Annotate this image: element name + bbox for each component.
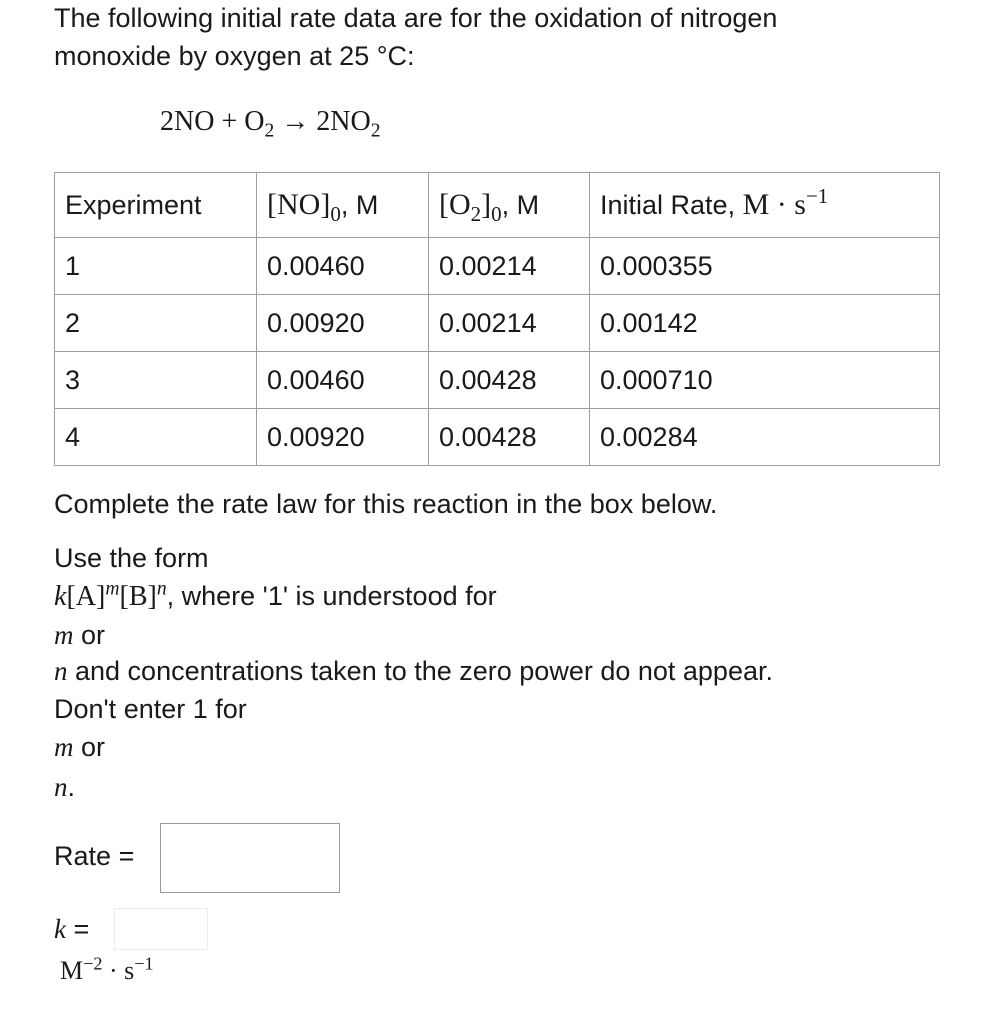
cell-o2: 0.00214 [429, 295, 590, 352]
rate-law-form: $k[A]^m[B]^n$, where '1' is understood for [54, 578, 497, 612]
table-row [55, 295, 940, 352]
dont-enter-line: Don't enter 1 for [54, 694, 247, 724]
plus-sign: + [221, 106, 238, 137]
cell-no: 0.00460 [257, 352, 429, 409]
m-or-line: m or [54, 620, 106, 650]
intro-line-2: monoxide by oxygen at 25 °C: [54, 41, 415, 71]
cell-experiment: 3 [55, 352, 257, 409]
cell-no: 0.00920 [257, 409, 429, 466]
k-input[interactable] [114, 908, 208, 950]
rate-input[interactable] [160, 823, 340, 893]
cell-o2: 0.00428 [429, 352, 590, 409]
header-o2-concentration: $[O_2]_0$, M [429, 173, 590, 238]
header-no-concentration: $[NO]_0$, M [257, 173, 429, 238]
cell-no: 0.00920 [257, 295, 429, 352]
cell-o2: 0.00428 [429, 409, 590, 466]
header-initial-rate: Initial Rate, $M \cdot s^{-1}$ [590, 173, 940, 238]
use-form-label: Use the form [54, 543, 209, 573]
n-final-line: n. [54, 772, 76, 802]
n-and-line: n and concentrations taken to the zero power do not appear. [54, 656, 773, 686]
reaction-arrow: → [281, 106, 310, 137]
header-experiment: Experiment [55, 173, 257, 238]
cell-rate: 0.000355 [590, 238, 940, 295]
cell-rate: 0.000710 [590, 352, 940, 409]
cell-o2: 0.00214 [429, 238, 590, 295]
cell-experiment: 1 [55, 238, 257, 295]
intro-line-1: The following initial rate data are for the oxidation of nitrogen [54, 3, 778, 33]
cell-experiment: 4 [55, 409, 257, 466]
cell-no: 0.00460 [257, 238, 429, 295]
k-units: $M^{-2} \cdot s^{-1}$ [60, 953, 154, 985]
reactant-no: 2NO [160, 106, 215, 137]
table-row [55, 409, 940, 466]
table-header-row [55, 173, 940, 238]
reactant-o2: $O_2$ [244, 106, 275, 142]
cell-experiment: 2 [55, 295, 257, 352]
cell-rate: 0.00142 [590, 295, 940, 352]
complete-instruction: Complete the rate law for this reaction in the box below. [54, 489, 718, 519]
k-label: k = [54, 914, 90, 944]
m-or-line-2: m or [54, 732, 106, 762]
rate-label: Rate = [54, 841, 135, 871]
table-row [55, 238, 940, 295]
rate-data-table [54, 172, 940, 466]
cell-rate: 0.00284 [590, 409, 940, 466]
table-row [55, 352, 940, 409]
reaction-equation [160, 106, 381, 142]
product-no2: $2NO_2$ [316, 106, 381, 142]
